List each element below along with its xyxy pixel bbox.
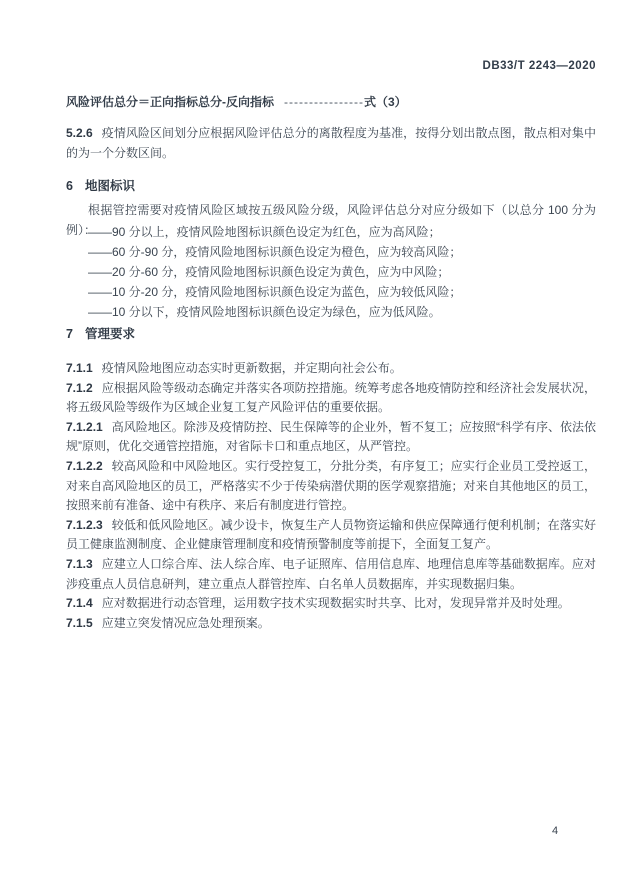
page-number: 4	[552, 825, 559, 837]
risk-level-item-lower: ——10 分-20 分，疫情风险地图标识颜色设定为蓝色，应为较低风险；	[88, 285, 462, 299]
formula-line	[66, 92, 407, 112]
section-number: 7	[66, 327, 73, 341]
clause-7-1-5	[66, 614, 596, 634]
clause-text: 应建立突发情况应急处理预案。	[101, 615, 270, 630]
clause-text: 应根据风险等级动态确定并落实各项防控措施。统筹考虑各地疫情防控和经济社会发展状况，将五级风险等级作为区域企业复工复产风险评估的重要依据。	[66, 380, 596, 415]
section-title: 管理要求	[84, 327, 135, 341]
standard-number-header: DB33/T 2243—2020	[482, 60, 596, 72]
section-title: 地图标识	[84, 179, 135, 193]
clause-7-1-2-2	[66, 457, 596, 516]
section-number: 6	[66, 179, 73, 193]
clause-number: 7.1.2.3	[66, 517, 103, 532]
section-6-heading	[66, 176, 135, 194]
clause-7-1-2	[66, 379, 596, 418]
clause-7-1-3	[66, 555, 596, 594]
clause-number: 5.2.6	[66, 126, 93, 140]
formula-equation-label: 式（3）	[363, 95, 407, 109]
clause-7-1-4	[66, 594, 596, 614]
clause-5-2-6	[66, 124, 596, 163]
clause-text: 疫情风险区间划分应根据风险评估总分的离散程度为基准，按得分划出散点图，散点相对集中的为一个分数区间。	[66, 126, 596, 160]
clause-7-1-2-1	[66, 418, 596, 457]
clause-text: 较低和低风险地区。减少设卡，恢复生产人员物资运输和供应保障通行便利机制；在落实好员工健康监测制度、企业健康管理制度和疫情预警制度等前提下，全面复工复产。	[66, 517, 596, 552]
formula-text: 风险评估总分＝正向指标总分-反向指标	[66, 95, 274, 109]
clause-text: 较高风险和中风险地区。实行受控复工，分批分类，有序复工；应实行企业员工受控返工，对来自高风险地区的员工，严格落实不少于传染病潜伏期的医学观察措施；对来自其他地区的员工，按照来前有准备、途中有秩序、来后有制度进行管控。	[66, 458, 596, 513]
section-7-heading	[66, 324, 135, 342]
clause-text: 疫情风险地图应动态实时更新数据，并定期向社会公布。	[101, 361, 402, 375]
clause-text: 高风险地区。除涉及疫情防控、民生保障等的企业外，暂不复工；应按照“科学有序、依法依规”原则，优化交通管控措施，对省际卡口和重点地区，从严管控。	[66, 419, 596, 454]
clause-number: 7.1.2.1	[66, 419, 103, 434]
clause-number: 7.1.1	[66, 361, 93, 375]
risk-level-item-higher: ——60 分-90 分，疫情风险地图标识颜色设定为橙色，应为较高风险；	[88, 245, 462, 259]
section-7-clauses	[66, 359, 596, 633]
clause-7-1-2-3	[66, 516, 596, 555]
section-6-intro: 根据管控需要对疫情风险区域按五级风险分级，风险评估总分对应分级如下（以总分 100 分为例）：	[66, 203, 596, 237]
clause-number: 7.1.4	[66, 596, 93, 611]
risk-level-item-high: ——90 分以上，疫情风险地图标识颜色设定为红色，应为高风险；	[88, 225, 441, 239]
clause-number: 7.1.3	[66, 556, 93, 571]
risk-level-item-medium: ——20 分-60 分，疫情风险地图标识颜色设定为黄色，应为中风险；	[88, 265, 450, 279]
clause-number: 7.1.2.2	[66, 458, 103, 473]
clause-text: 应建立人口综合库、法人综合库、电子证照库、信用信息库、地理信息库等基础数据库。应对涉疫重点人员信息研判，建立重点人群管控库、白名单人员数据库，并实现数据归集。	[66, 556, 596, 591]
clause-number: 7.1.5	[66, 615, 93, 630]
formula-leader-dashes: ----------------	[284, 95, 364, 109]
clause-number: 7.1.2	[66, 380, 93, 395]
risk-level-item-low: ——10 分以下，疫情风险地图标识颜色设定为绿色，应为低风险。	[88, 305, 441, 319]
clause-text: 应对数据进行动态管理，运用数字技术实现数据实时共享、比对，发现异常并及时处理。	[101, 596, 570, 611]
clause-7-1-1	[66, 359, 596, 379]
